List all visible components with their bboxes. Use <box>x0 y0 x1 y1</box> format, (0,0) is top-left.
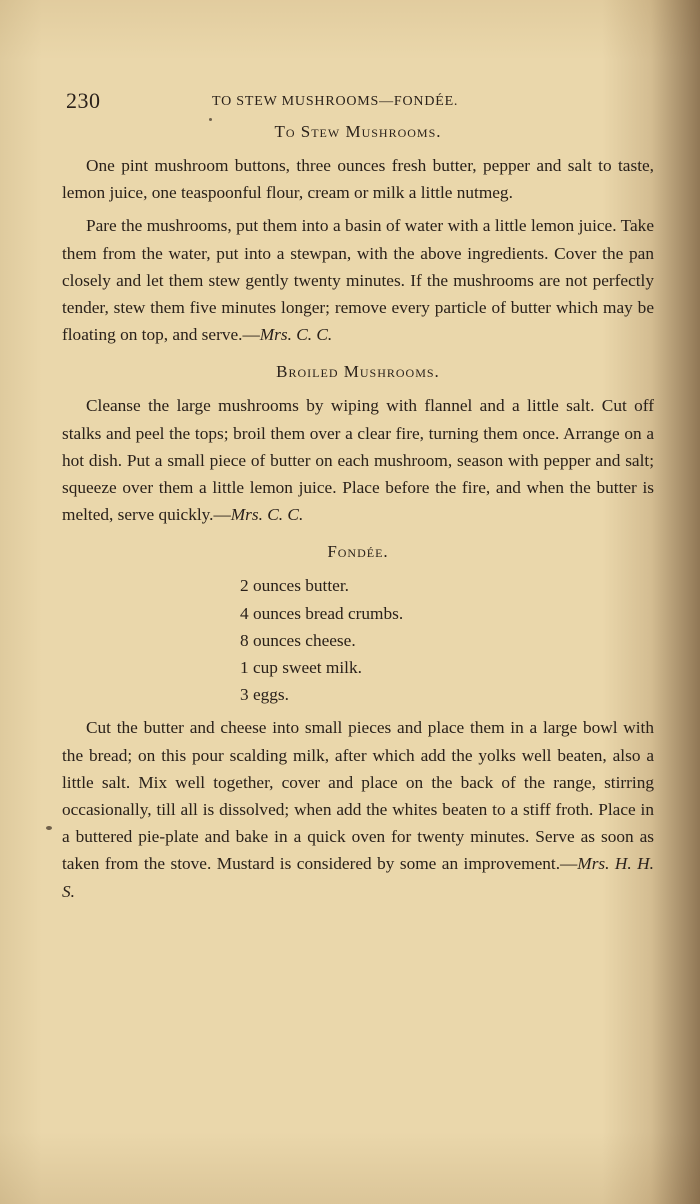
running-head <box>62 84 654 118</box>
page-content <box>62 84 654 905</box>
ingredient-item: 1 cup sweet milk. <box>240 658 362 678</box>
fondee-ingredients-list <box>62 572 654 708</box>
broiled-mushrooms-signature: Mrs. C. C. <box>230 505 304 525</box>
broiled-mushrooms-paragraph <box>62 392 654 528</box>
ink-blemish <box>209 118 212 121</box>
fondee-signature: Mrs. H. H. S. <box>62 854 654 901</box>
page-number: 230 <box>66 88 101 113</box>
ingredient-item: 8 ounces cheese. <box>240 630 356 650</box>
section-title-broiled-mushrooms: Broiled Mushrooms. <box>276 362 440 382</box>
stew-mushrooms-ingredients-paragraph: One pint mushroom buttons, three ounces fresh butter, pepper and salt to taste, lemon juice, one teaspoonful flour, cream or milk a little nutmeg. <box>62 156 654 203</box>
fondee-method-paragraph <box>62 714 654 904</box>
section-title-fondee: Fondée. <box>327 542 389 562</box>
ingredient-item: 2 ounces butter. <box>240 576 349 596</box>
broiled-mushrooms-text: Cleanse the large mushrooms by wiping with flannel and a little salt. Cut off stalks and peel the tops; broil them over a clear fire, turning them once. Arrange on a hot dish. Put a small piece of butter on each mushroom, season with pepper and salt; squeeze over them a little lemon juice. Place before the fire, and when the butter is melted, serve quickly.— <box>62 396 654 525</box>
section-title-stew-mushrooms: To Stew Mushrooms. <box>274 122 442 141</box>
stew-mushrooms-method-paragraph <box>62 212 654 348</box>
ingredient-item: 4 ounces bread crumbs. <box>240 603 404 623</box>
running-title: TO STEW MUSHROOMS—FONDÉE. <box>212 94 459 109</box>
ink-blemish <box>46 826 52 830</box>
stew-mushrooms-method-text: Pare the mushrooms, put them into a basin of water with a little lemon juice. Take them from the water, put into a stewpan, with the above ingredients. Cover the pan closely and let them stew gently twenty minutes. If the mushrooms are not perfectly tender, stew them five minutes longer; remove every particle of butter which may be floating on top, and serve.— <box>62 216 654 345</box>
stew-mushrooms-signature: Mrs. C. C. <box>259 325 333 345</box>
ingredient-item: 3 eggs. <box>240 685 289 705</box>
fondee-method-text: Cut the butter and cheese into small pieces and place them in a large bowl with the bread; on this pour scalding milk, after which add the yolks well beaten, also a little salt. Mix well together, cover and place on the back of the range, stirring occasionally, till all is dissolved; when add the whites beaten to a stiff froth. Place in a buttered pie-plate and bake in a quick oven for twenty minutes. Serve as soon as taken from the stove. Mustard is considered by some an improvement.— <box>62 718 654 874</box>
